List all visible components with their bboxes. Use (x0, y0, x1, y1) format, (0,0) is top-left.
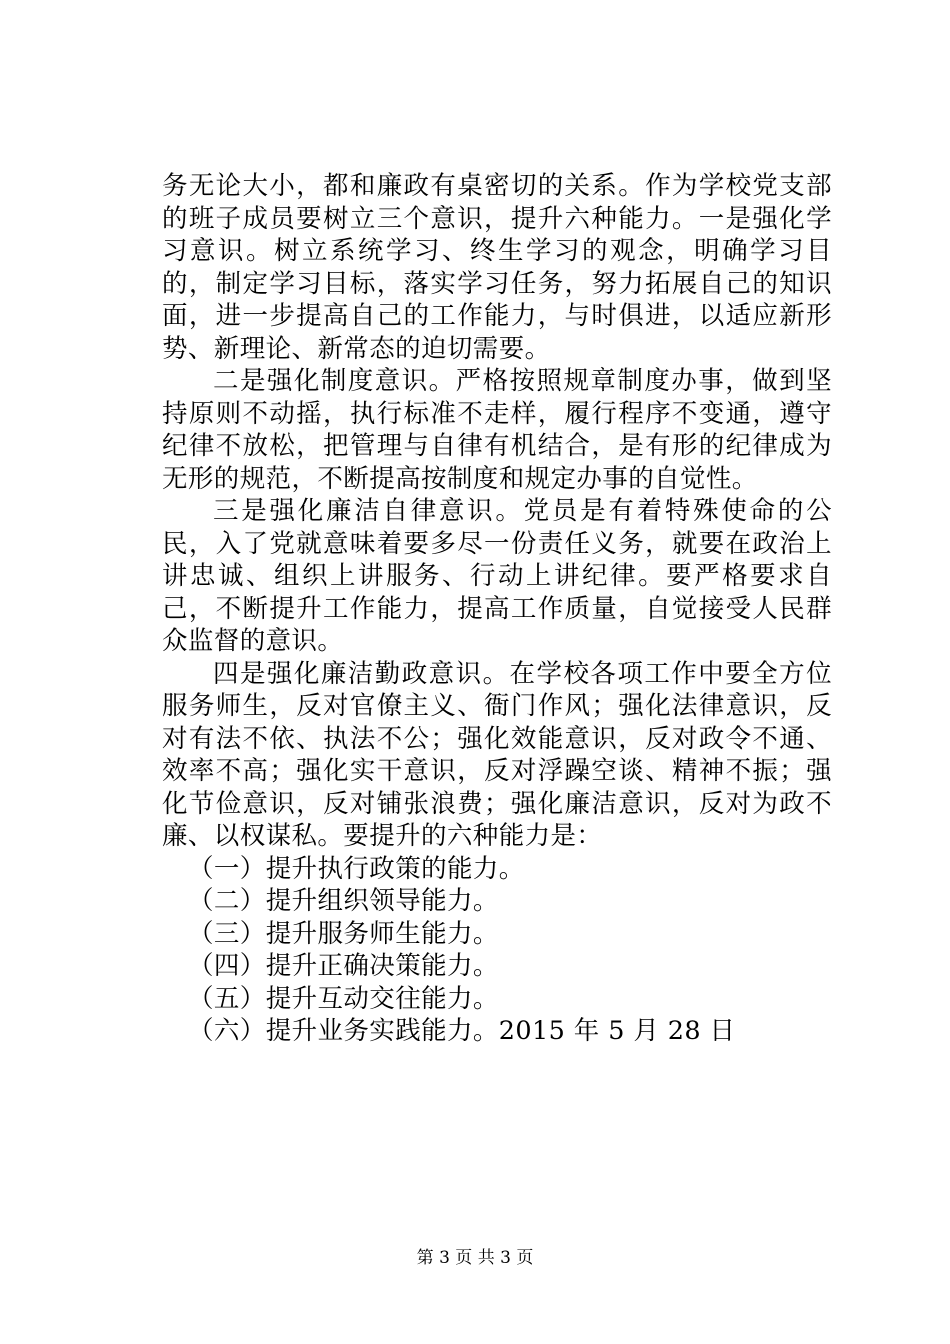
list-item-1: （一）提升执行政策的能力。 (188, 853, 525, 884)
list-item-6: （六）提升业务实践能力。2015 年 5 月 28 日 (188, 1016, 736, 1046)
paragraph-4: 四是强化廉洁勤政意识。在学校各项工作中要全方位服务师生，反对官僚主义、衙门作风；强化法律意识，反对有法不依、执法不公；强化效能意识，反对政令不通、效率不高；强化实干意识，反对浮躁空谈、精神不振；强化节俭意识，反对铺张浪费；强化廉洁意识，反对为政不廉、以权谋私。要提升的六种能力是： (162, 658, 832, 851)
page-footer (0, 1247, 950, 1269)
list-item-5: （五）提升互动交往能力。 (188, 983, 499, 1014)
paragraph-2: 二是强化制度意识。严格按照规章制度办事，做到坚持原则不动摇，执行标准不走样，履行程序不变通，遵守纪律不放松，把管理与自律有机结合，是有形的纪律成为无形的规范，不断提高按制度和规定办事的自觉性。 (162, 366, 832, 494)
paragraph-3: 三是强化廉洁自律意识。党员是有着特殊使命的公民，入了党就意味着要多尽一份责任义务，就要在政治上讲忠诚、组织上讲服务、行动上讲纪律。要严格要求自己，不断提升工作能力，提高工作质量，自觉接受人民群众监督的意识。 (162, 496, 832, 656)
document-body (162, 170, 832, 1048)
list-item-4: （四）提升正确决策能力。 (188, 951, 499, 981)
list-item-2: （二）提升组织领导能力。 (188, 886, 499, 916)
page-number-label: 第 3 页 共 3 页 (416, 1248, 534, 1268)
paragraph-1: 务无论大小，都和廉政有桌密切的关系。作为学校党支部的班子成员要树立三个意识，提升六种能力。一是强化学习意识。树立系统学习、终生学习的观念，明确学习目的，制定学习目标，落实学习任务，努力拓展自己的知识面，进一步提高自己的工作能力，与时俱进，以适应新形势、新理论、新常态的迫切需要。 (162, 171, 832, 364)
list-item-3: （三）提升服务师生能力。 (188, 918, 499, 949)
